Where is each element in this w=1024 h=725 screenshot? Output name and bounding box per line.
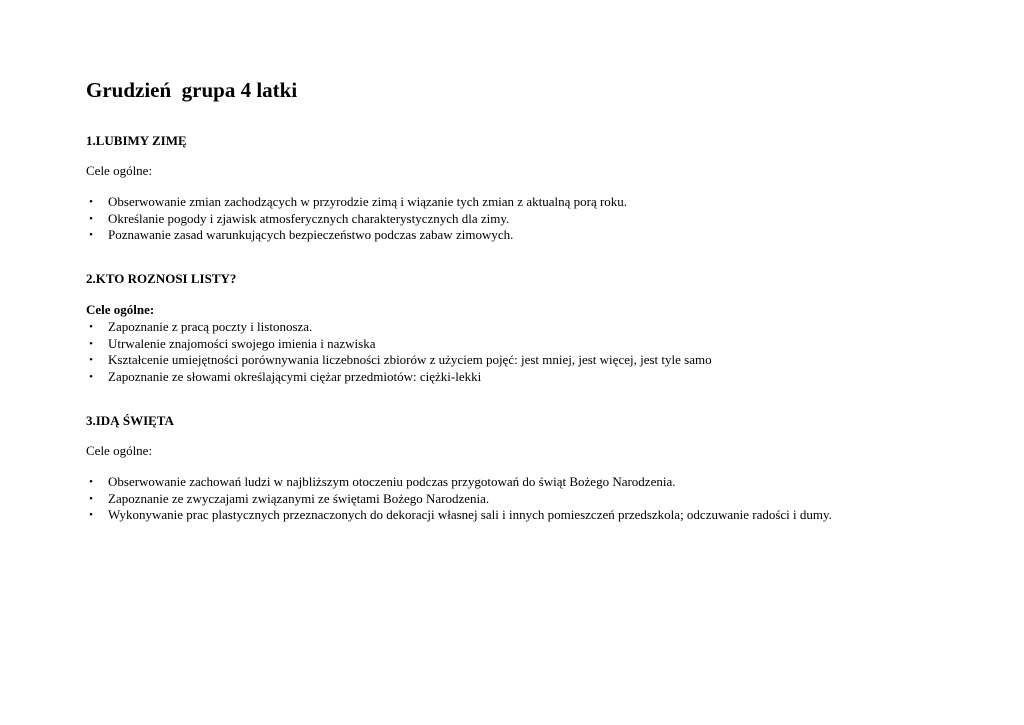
list-item-text: Zapoznanie ze słowami określającymi ciężar przedmiotów: ciężki-lekki — [108, 368, 482, 384]
section-heading-ida-swieta: 3.IDĄ ŚWIĘTA — [86, 413, 174, 428]
bullet-icon: • — [89, 370, 93, 383]
bullet-icon: • — [89, 337, 93, 350]
list-item-text: Określanie pogody i zjawisk atmosferycznych charakterystycznych dla zimy. — [108, 210, 510, 226]
list-item — [86, 507, 832, 524]
bullet-icon: • — [89, 229, 93, 241]
list-item-text: Zapoznanie ze zwyczajami związanymi ze świętami Bożego Narodzenia. — [108, 490, 490, 506]
list-item — [86, 369, 712, 386]
list-item — [86, 352, 712, 369]
list-item-text: Obserwowanie zmian zachodzących w przyrodzie zimą i wiązanie tych zmian z aktualną porą roku. — [108, 194, 628, 209]
list-item — [86, 211, 627, 228]
section-subheading: Cele ogólne: — [86, 443, 153, 458]
bullet-icon: • — [89, 354, 93, 366]
bullet-icon: • — [89, 476, 93, 488]
list-item — [86, 227, 627, 244]
bullet-icon: • — [89, 212, 93, 225]
bullet-icon: • — [89, 492, 93, 505]
document-title: Grudzień grupa 4 latki — [86, 78, 298, 102]
bullet-icon: • — [89, 321, 93, 333]
list-item-text: Poznawanie zasad warunkujących bezpieczeństwo podczas zabaw zimowych. — [108, 227, 514, 242]
list-item-text: Utrwalenie znajomości swojego imienia i nazwiska — [108, 335, 376, 351]
list-item-text: Zapoznanie z pracą poczty i listonosza. — [108, 319, 313, 334]
list-item — [86, 319, 712, 336]
list-item-text: Wykonywanie prac plastycznych przeznaczonych do dekoracji własnej sali i innych pomieszczeń przedszkola; odczuwanie radości i dumy. — [108, 507, 832, 522]
list-item-text: Kształcenie umiejętności porównywania liczebności zbiorów z użyciem pojęć: jest mniej, jest więcej, jest tyle samo — [108, 352, 712, 367]
section-heading-lubimy-zime: 1.LUBIMY ZIMĘ — [86, 133, 187, 148]
list-item-text: Obserwowanie zachowań ludzi w najbliższym otoczeniu podczas przygotowań do świąt Bożego Narodzenia. — [108, 474, 676, 489]
section-goals-list — [86, 194, 627, 244]
section-heading-kto-roznosi-listy: 2.KTO ROZNOSI LISTY? — [86, 271, 237, 286]
list-item — [86, 474, 832, 491]
list-item — [86, 336, 712, 353]
list-item — [86, 194, 627, 211]
section-goals-list — [86, 474, 832, 524]
section-subheading: Cele ogólne: — [86, 163, 153, 178]
list-item — [86, 491, 832, 508]
section-goals-list — [86, 319, 712, 385]
bullet-icon: • — [89, 509, 93, 521]
section-subheading: Cele ogólne: — [86, 302, 155, 317]
bullet-icon: • — [89, 196, 93, 208]
